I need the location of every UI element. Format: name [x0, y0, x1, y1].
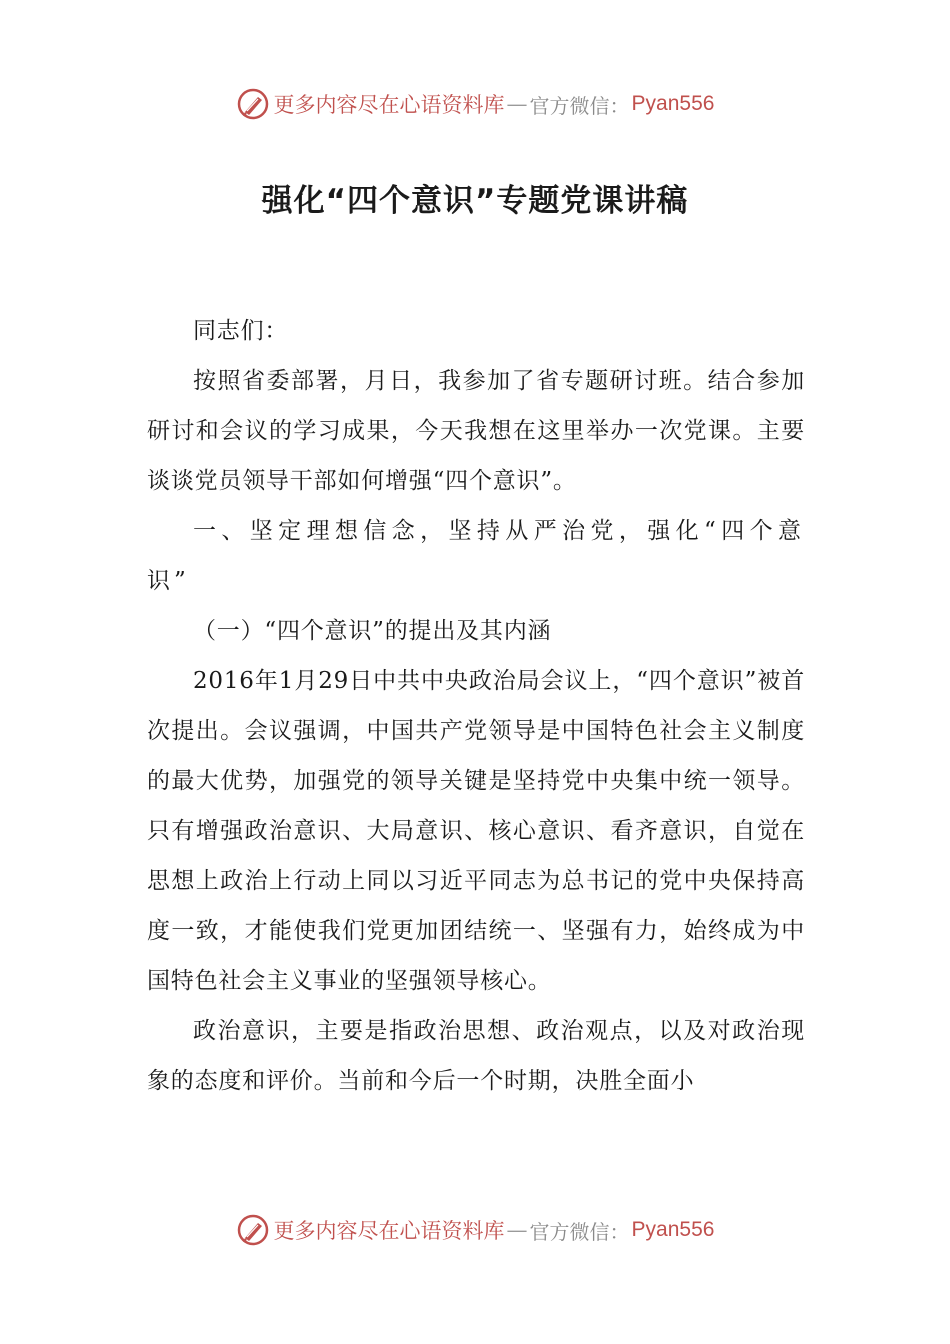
document-title: 强化“四个意识”专题党课讲稿 — [261, 183, 689, 219]
pen-nib-logo-icon — [236, 87, 270, 121]
banner-wechat-id: Pyan556 — [631, 92, 715, 115]
banner-wechat-label: 官方微信： — [529, 1219, 630, 1244]
banner-separator: — — [506, 92, 528, 116]
banner-wechat-label: 官方微信： — [529, 93, 630, 118]
footer-banner — [0, 1210, 950, 1250]
banner-slogan: 更多内容尽在心语资料库 — [273, 93, 505, 117]
paragraph: 政治意识，主要是指政治思想、政治观点，以及对政治现象的态度和评价。当前和今后一个时期，决胜全面小 — [147, 1018, 805, 1094]
document-body — [147, 306, 805, 1106]
salutation: 同志们： — [193, 318, 289, 344]
pen-nib-logo-icon — [236, 1213, 270, 1247]
banner-separator: — — [506, 1218, 528, 1242]
banner-slogan: 更多内容尽在心语资料库 — [273, 1219, 505, 1243]
subsection-heading: （一）“四个意识”的提出及其内涵 — [193, 618, 552, 644]
section-heading: 一、坚定理想信念，坚持从严治党，强化“四个意识” — [147, 518, 805, 594]
paragraph: 按照省委部署，月日，我参加了省专题研讨班。结合参加研讨和会议的学习成果，今天我想在这里举办一次党课。主要谈谈党员领导干部如何增强“四个意识”。 — [147, 368, 805, 494]
banner-wechat-id: Pyan556 — [631, 1218, 715, 1241]
paragraph: 2016年1月29日中共中央政治局会议上，“四个意识”被首次提出。会议强调，中国共产党领导是中国特色社会主义制度的最大优势，加强党的领导关键是坚持党中央集中统一领导。只有增强政治意识、大局意识、核心意识、看齐意识，自觉在思想上政治上行动上同以习近平同志为总书记的党中央保持高度一致，才能使我们党更加团结统一、坚强有力，始终成为中国特色社会主义事业的坚强领导核心。 — [147, 668, 805, 994]
header-banner — [0, 84, 950, 124]
